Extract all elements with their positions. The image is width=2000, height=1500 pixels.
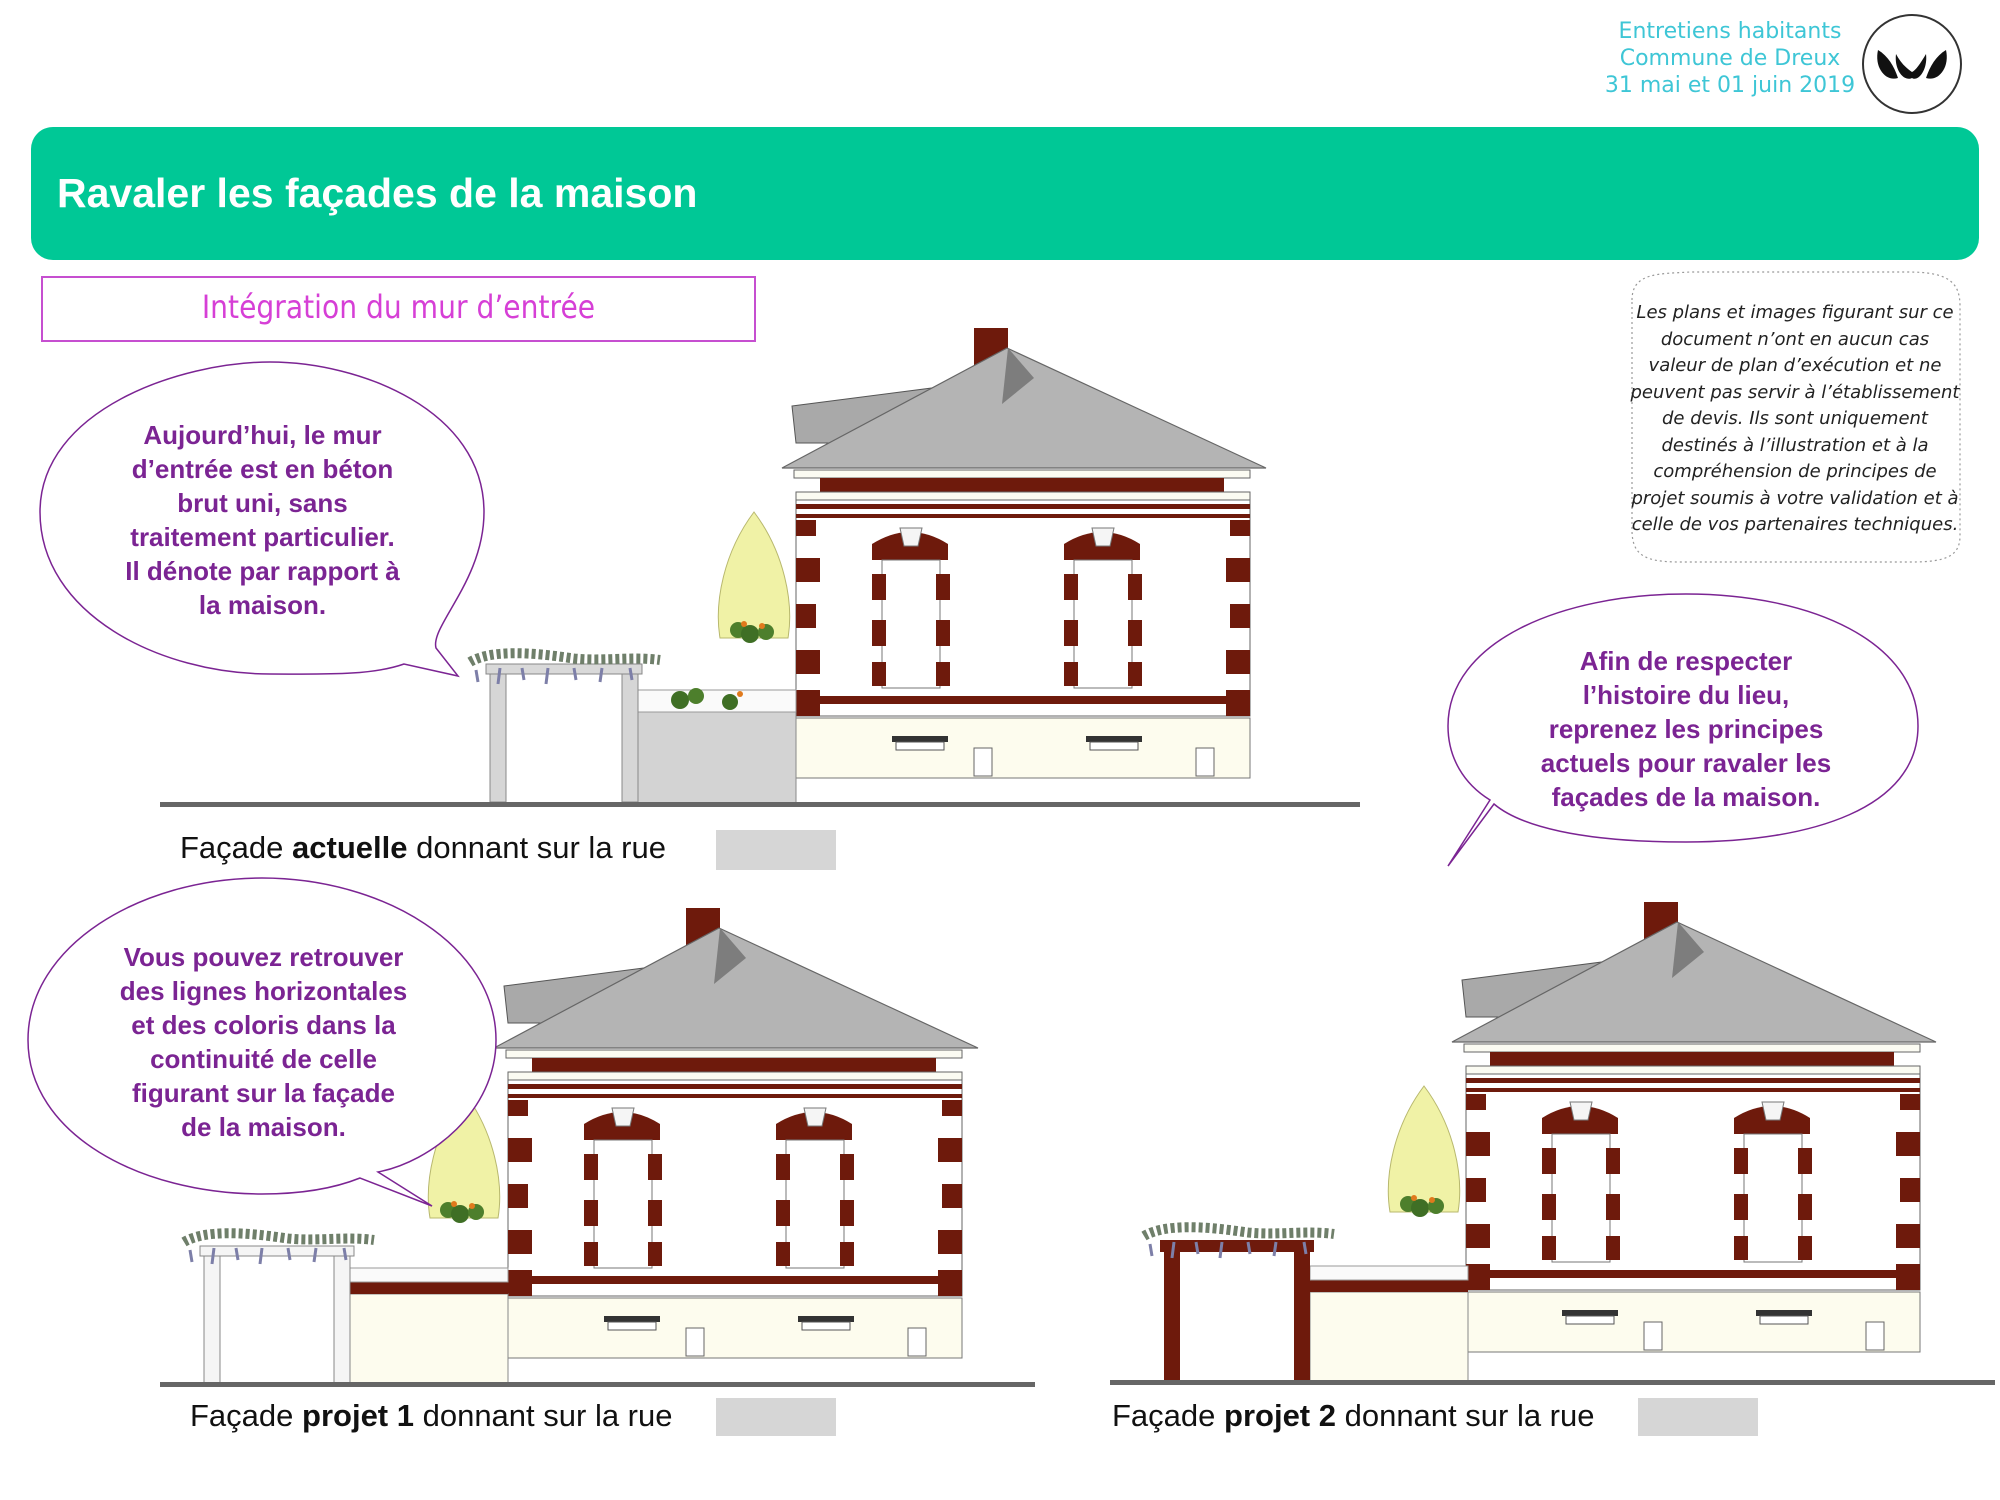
caption-project-1: Façade projet 1 donnant sur la rue bbox=[190, 1398, 673, 1433]
header-line-2: Commune de Dreux bbox=[1619, 46, 1841, 71]
disclaimer-text: Les plans et images figurant sur ce document n’ont en aucun cas valeur de plan d’exécution et ne peuvent pas servir à l’établissement de devis. Ils sont uniquement destinés à l’illustration et à la compréhension de principes de projet soumis à votre validation et à celle de vos partenaires techniques. bbox=[1630, 302, 1960, 535]
caption-project-2: Façade projet 2 donnant sur la rue bbox=[1112, 1398, 1595, 1433]
header-line-1: Entretiens habitants bbox=[1618, 19, 1842, 44]
redacted-street-project-1 bbox=[716, 1398, 836, 1436]
facade-project-2 bbox=[1110, 902, 1995, 1385]
bubble-text-current: Aujourd’hui, le mur d’entrée est en béton brut uni, sans traitement particulier. Il dénote par rapport à la maison. bbox=[125, 420, 400, 620]
redacted-street-project-2 bbox=[1638, 1398, 1758, 1436]
header-line-3: 31 mai et 01 juin 2019 bbox=[1604, 73, 1856, 98]
bubble-text-advice: Afin de respecter l’histoire du lieu, reprenez les principes actuels pour ravaler les façades de la maison. bbox=[1540, 646, 1832, 812]
redacted-street-current bbox=[716, 830, 836, 870]
bubble-text-project-1: Vous pouvez retrouver des lignes horizontales et des coloris dans la continuité de celle figurant sur la façade de la maison. bbox=[119, 942, 408, 1142]
section-label: Intégration du mur d’entrée bbox=[201, 288, 596, 326]
caption-current: Façade actuelle donnant sur la rue bbox=[180, 830, 666, 865]
page-title: Ravaler les façades de la maison bbox=[57, 170, 698, 216]
